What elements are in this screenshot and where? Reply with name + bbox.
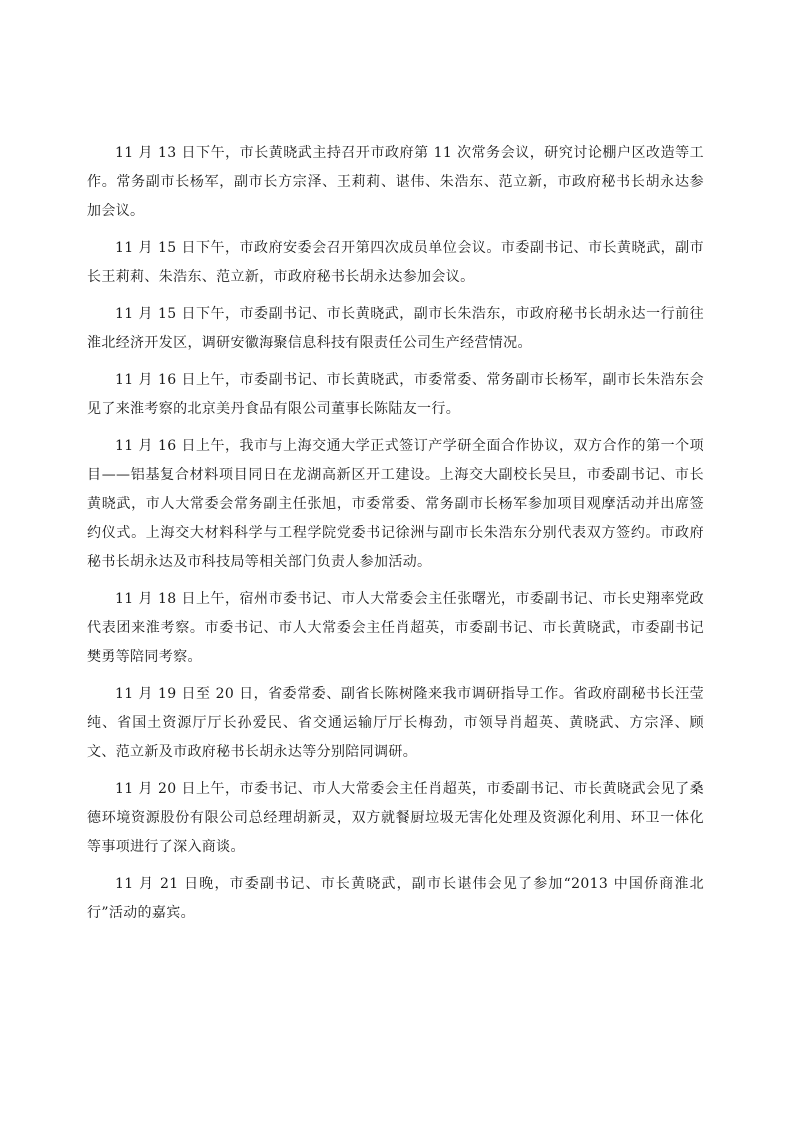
document-body: [87, 139, 704, 936]
paragraph-5: 11 月 16 日上午，我市与上海交通大学正式签订产学研全面合作协议，双方合作的第一个项目——铝基复合材料项目同日在龙湖高新区开工建设。上海交大副校长吴旦，市委副书记、市长黄晓武，市人大常委会常务副主任张旭，市委常委、常务副市长杨军参加项目观摩活动并出席签约仪式。上海交大材料科学与工程学院党委书记徐洲与副市长朱浩东分别代表双方签约。市政府秘书长胡永达及市科技局等相关部门负责人参加活动。: [87, 438, 704, 570]
paragraph-7: 11 月 19 日至 20 日，省委常委、副省长陈树隆来我市调研指导工作。省政府副秘书长汪莹纯、省国土资源厅厅长孙爱民、省交通运输厅厅长梅劲，市领导肖超英、黄晓武、方宗泽、顾文、范立新及市政府秘书长胡永达等分别陪同调研。: [87, 686, 704, 760]
paragraph-6: 11 月 18 日上午，宿州市委书记、市人大常委会主任张曙光，市委副书记、市长史翔率党政代表团来淮考察。市委书记、市人大常委会主任肖超英，市委副书记、市长黄晓武，市委副书记樊勇等陪同考察。: [87, 591, 704, 665]
paragraph-8: 11 月 20 日上午，市委书记、市人大常委会主任肖超英，市委副书记、市长黄晓武会见了桑德环境资源股份有限公司总经理胡新灵，双方就餐厨垃圾无害化处理及资源化利用、环卫一体化等事项进行了深入商谈。: [87, 781, 704, 855]
paragraph-2: 11 月 15 日下午，市政府安委会召开第四次成员单位会议。市委副书记、市长黄晓武，副市长王莉莉、朱浩东、范立新，市政府秘书长胡永达参加会议。: [87, 240, 704, 285]
paragraph-4: 11 月 16 日上午，市委副书记、市长黄晓武，市委常委、常务副市长杨军，副市长朱浩东会见了来淮考察的北京美丹食品有限公司董事长陈陆友一行。: [87, 372, 704, 417]
paragraph-3: 11 月 15 日下午，市委副书记、市长黄晓武，副市长朱浩东，市政府秘书长胡永达一行前往淮北经济开发区，调研安徽海聚信息科技有限责任公司生产经营情况。: [87, 306, 704, 351]
paragraph-9: 11 月 21 日晚，市委副书记、市长黄晓武，副市长谌伟会见了参加“2013 中国侨商淮北行”活动的嘉宾。: [87, 876, 704, 921]
paragraph-1: 11 月 13 日下午，市长黄晓武主持召开市政府第 11 次常务会议，研究讨论棚户区改造等工作。常务副市长杨军，副市长方宗泽、王莉莉、谌伟、朱浩东、范立新，市政府秘书长胡永达参加会议。: [87, 145, 704, 219]
